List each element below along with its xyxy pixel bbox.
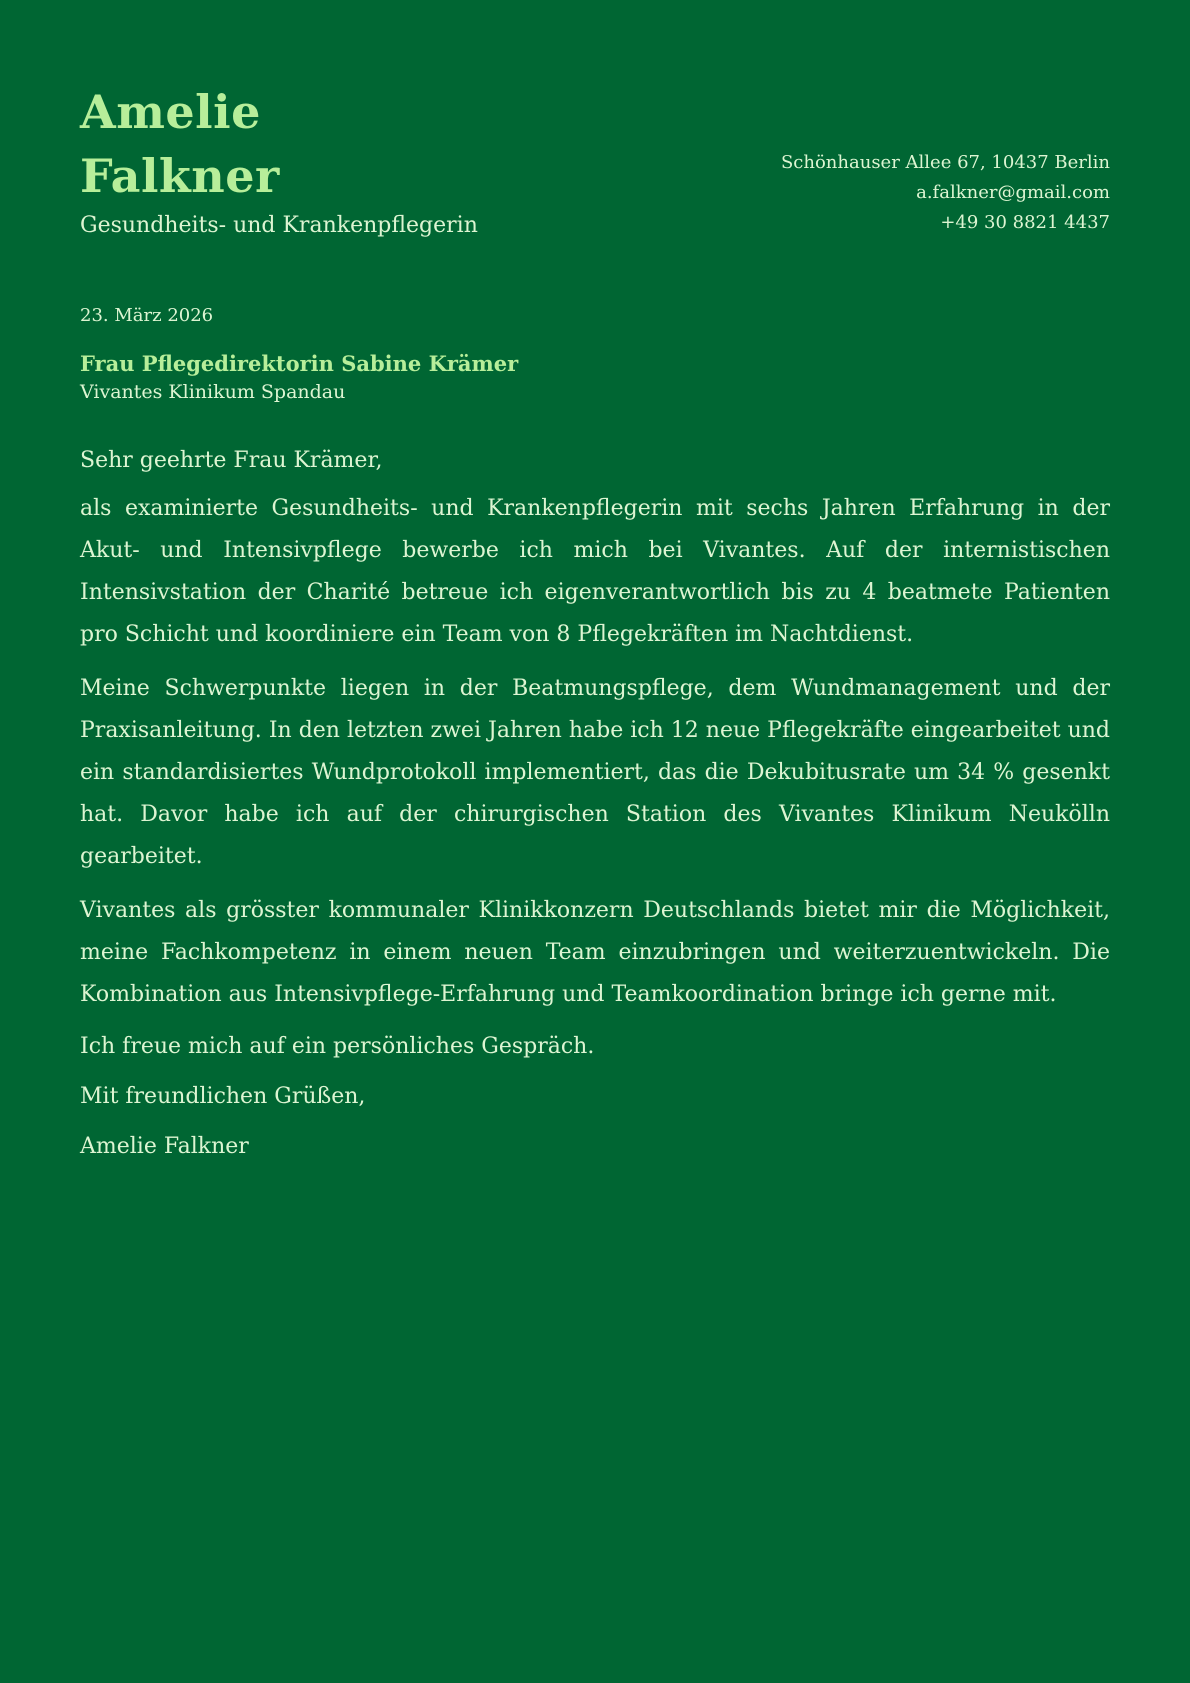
signature: Amelie Falkner (80, 1134, 249, 1159)
letter-date: 23. März 2026 (80, 305, 214, 326)
contact-block (781, 148, 1110, 240)
recipient-organization: Vivantes Klinikum Spandau (80, 381, 346, 403)
salutation: Sehr geehrte Frau Krämer, (80, 448, 383, 473)
closing-sentence: Ich freue mich auf ein persönliches Gespräch. (80, 1034, 595, 1059)
applicant-name (80, 80, 478, 208)
closing-greeting: Mit freundlichen Grüßen, (80, 1084, 366, 1109)
applicant-first-name: Amelie (80, 85, 261, 139)
body-paragraph: Meine Schwerpunkte liegen in der Beatmungspflege, dem Wundmanagement und der Praxisanleitung. In den letzten zwei Jahren habe ich 12 neue Pflegekräfte eingearbeitet und ein standardisiertes Wundprotokoll implementiert, das die Dekubitusrate um 34 % gesenkt hat. Davor habe ich auf der chirurgischen Station des Vivantes Klinikum Neukölln gearbeitet. (80, 676, 1110, 869)
recipient-name: Frau Pflegedirektorin Sabine Krämer (80, 351, 519, 376)
body-paragraph: als examinierte Gesundheits- und Krankenpflegerin mit sechs Jahren Erfahrung in der Akut- und Intensivpflege bewerbe ich mich bei Vivantes. Auf der internistischen Intensivstation der Charité betreue ich eigenverantwortlich bis zu 4 beatmete Patienten pro Schicht und koordiniere ein Team von 8 Pflegekräften im Nachtdienst. (80, 496, 1110, 647)
letter-header (80, 80, 1110, 240)
applicant-role: Gesundheits- und Krankenpflegerin (80, 213, 478, 238)
contact-address: Schönhauser Allee 67, 10437 Berlin (780, 152, 1110, 173)
contact-email: a.falkner@gmail.com (916, 182, 1110, 203)
body-paragraph: Vivantes als grösster kommunaler Klinikkonzern Deutschlands bietet mir die Möglichkeit, meine Fachkompetenz in einem neuen Team einzubringen und weiterzuentwickeln. Die Kombination aus Intensivpflege-Erfahrung und Teamkoordination bringe ich gerne mit. (80, 898, 1110, 1007)
applicant-block (80, 80, 478, 240)
applicant-last-name: Falkner (80, 149, 280, 203)
contact-phone: +49 30 8821 4437 (940, 212, 1110, 233)
